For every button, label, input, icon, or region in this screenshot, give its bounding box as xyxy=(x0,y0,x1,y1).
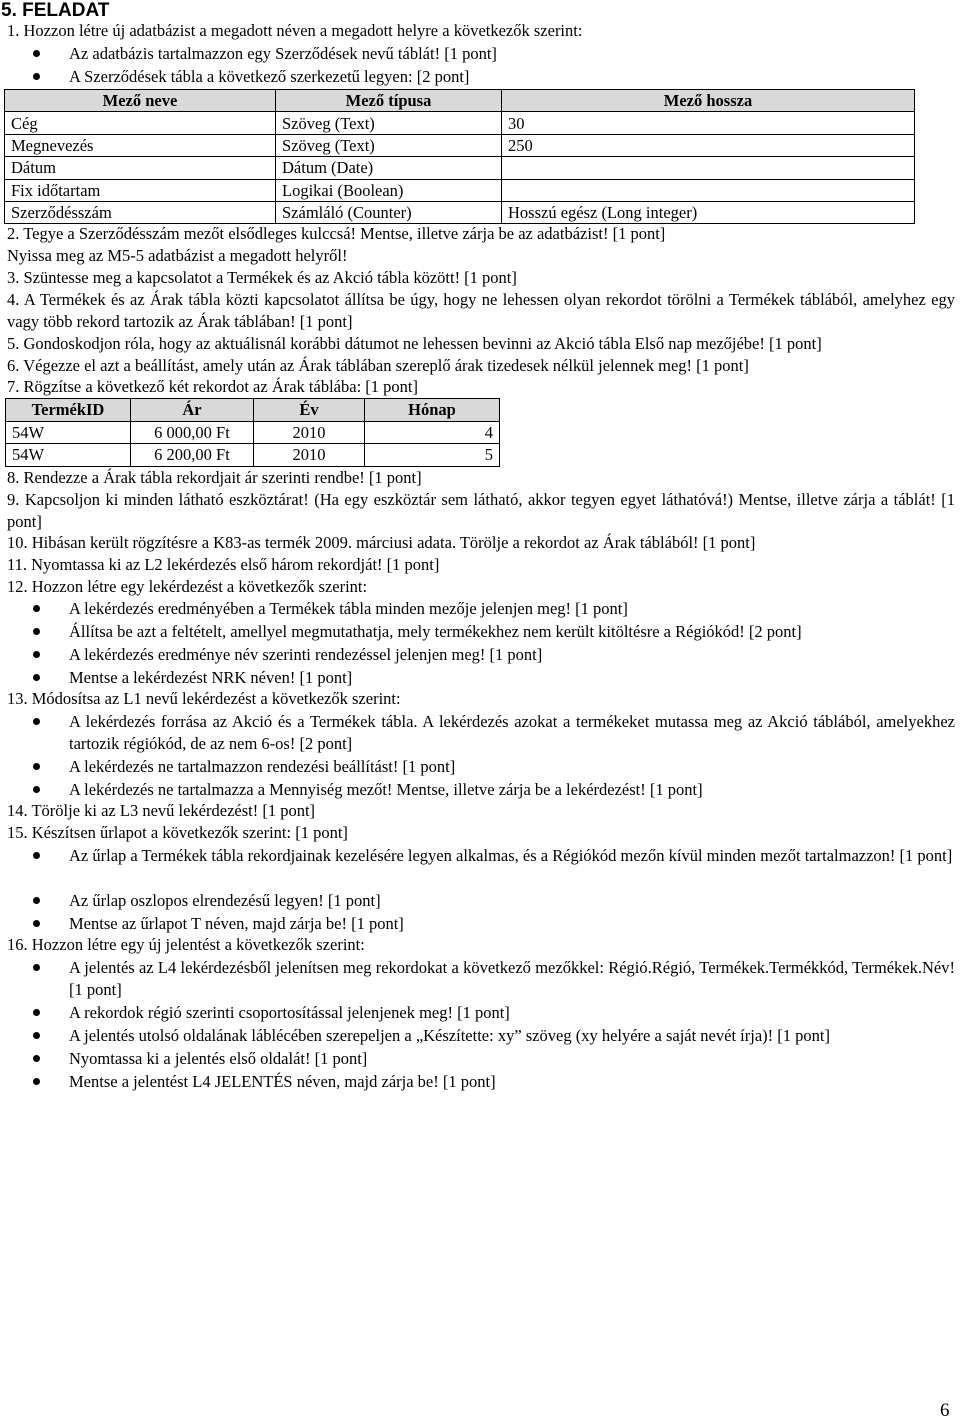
table-header-cell: Mező hossza xyxy=(502,90,915,112)
bullet-icon xyxy=(33,1055,40,1062)
table-row xyxy=(5,201,915,223)
bullet-icon xyxy=(33,1009,40,1016)
bullet-icon xyxy=(33,1078,40,1085)
task-9: 9. Kapcsoljon ki minden látható eszköztárat! (Ha egy eszköztár sem látható, akkor tegyen egyet láthatóvá!) Mentse, illetve zárja a táblát! [1 pont] xyxy=(7,490,955,532)
table-cell: 6 200,00 Ft xyxy=(131,444,254,467)
task-14: 14. Törölje ki az L3 nevű lekérdezést! [1 pont] xyxy=(7,801,316,820)
table-row xyxy=(5,112,915,134)
table-cell: Cég xyxy=(5,112,276,134)
table-cell: Szöveg (Text) xyxy=(276,134,502,156)
table-cell: Szerződésszám xyxy=(5,201,276,223)
bullet-icon xyxy=(33,628,40,635)
table-cell: Hosszú egész (Long integer) xyxy=(502,201,915,223)
table-header-cell: Ár xyxy=(131,399,254,422)
table-row xyxy=(5,134,915,156)
table-cell: 250 xyxy=(502,134,915,156)
table-header-cell: Év xyxy=(254,399,365,422)
table-header-cell: Mező típusa xyxy=(276,90,502,112)
bullet-icon xyxy=(33,651,40,658)
prices-table xyxy=(5,398,500,467)
page-number: 6 xyxy=(940,1400,950,1421)
table-cell: 4 xyxy=(365,421,500,444)
bullet-icon xyxy=(33,605,40,612)
table-cell: 2010 xyxy=(254,444,365,467)
bullet-icon xyxy=(33,763,40,770)
task-5: 5. Gondoskodjon róla, hogy az aktuálisnál korábbi dátumot ne lehessen bevinni az Akció tábla Első nap mezőjébe! [1 pont] xyxy=(7,334,822,353)
table-header-row xyxy=(5,90,915,112)
table-cell: Dátum (Date) xyxy=(276,157,502,179)
task-12: 12. Hozzon létre egy lekérdezést a következők szerint: xyxy=(7,577,368,596)
table-cell xyxy=(502,179,915,201)
task-8: 8. Rendezze a Árak tábla rekordjait ár szerinti rendbe! [1 pont] xyxy=(7,468,422,487)
table-cell xyxy=(502,157,915,179)
bullet-icon xyxy=(33,1032,40,1039)
bullet-icon xyxy=(33,786,40,793)
task-16: 16. Hozzon létre egy új jelentést a következők szerint: xyxy=(7,935,365,954)
table-cell: Szöveg (Text) xyxy=(276,112,502,134)
table-cell: Logikai (Boolean) xyxy=(276,179,502,201)
task-4: 4. A Termékek és az Árak tábla közti kapcsolatot állítsa be úgy, hogy ne lehessen olyan rekordot törölni a Termékek táblából, amelyhez egy vagy több rekord tartozik az Árak táblában! [1 pont] xyxy=(7,290,955,332)
table-cell: Számláló (Counter) xyxy=(276,201,502,223)
bullet-icon xyxy=(33,920,40,927)
table-cell: 30 xyxy=(502,112,915,134)
bullet-icon xyxy=(33,718,40,725)
page-title: 5. FELADAT xyxy=(1,0,110,21)
task-2-note: Nyissa meg az M5-5 adatbázist a megadott helyről! xyxy=(7,246,348,265)
table-cell: Megnevezés xyxy=(5,134,276,156)
task-2: 2. Tegye a Szerződésszám mezőt elsődleges kulccsá! Mentse, illetve zárja be az adatbázist! [1 pont] xyxy=(7,224,666,243)
bullet-icon xyxy=(33,897,40,904)
table-cell: 54W xyxy=(6,421,131,444)
table-cell: 2010 xyxy=(254,421,365,444)
bullet-icon xyxy=(33,674,40,681)
table-header-row xyxy=(6,399,500,422)
task-7: 7. Rögzítse a következő két rekordot az Árak táblába: [1 pont] xyxy=(7,377,418,396)
task-13: 13. Módosítsa az L1 nevű lekérdezést a következők szerint: xyxy=(7,689,401,708)
task-11: 11. Nyomtassa ki az L2 lekérdezés első három rekordját! [1 pont] xyxy=(7,555,440,574)
bullet-icon xyxy=(33,852,40,859)
table-header-cell: Hónap xyxy=(365,399,500,422)
table-row xyxy=(6,421,500,444)
fields-table xyxy=(4,89,915,224)
table-header-cell: TermékID xyxy=(6,399,131,422)
table-row xyxy=(5,157,915,179)
bullet-icon xyxy=(33,964,40,971)
task-10: 10. Hibásan került rögzítésre a K83-as termék 2009. márciusi adata. Törölje a rekordot az Árak táblából! [1 pont] xyxy=(7,533,756,552)
table-cell: Dátum xyxy=(5,157,276,179)
table-header-cell: Mező neve xyxy=(5,90,276,112)
table-cell: 6 000,00 Ft xyxy=(131,421,254,444)
task-15: 15. Készítsen űrlapot a következők szerint: [1 pont] xyxy=(7,823,348,842)
table-row xyxy=(5,179,915,201)
bullet-icon xyxy=(33,73,40,80)
task-1: 1. Hozzon létre új adatbázist a megadott néven a megadott helyre a következők szerint: xyxy=(7,21,583,40)
task-3: 3. Szüntesse meg a kapcsolatot a Termékek és az Akció tábla között! [1 pont] xyxy=(7,268,517,287)
bullet-icon xyxy=(33,50,40,57)
task-6: 6. Végezze el azt a beállítást, amely után az Árak táblában szereplő árak tizedesek nélkül jelennek meg! [1 pont] xyxy=(7,356,749,375)
table-row xyxy=(6,444,500,467)
table-cell: 5 xyxy=(365,444,500,467)
table-cell: Fix időtartam xyxy=(5,179,276,201)
table-cell: 54W xyxy=(6,444,131,467)
